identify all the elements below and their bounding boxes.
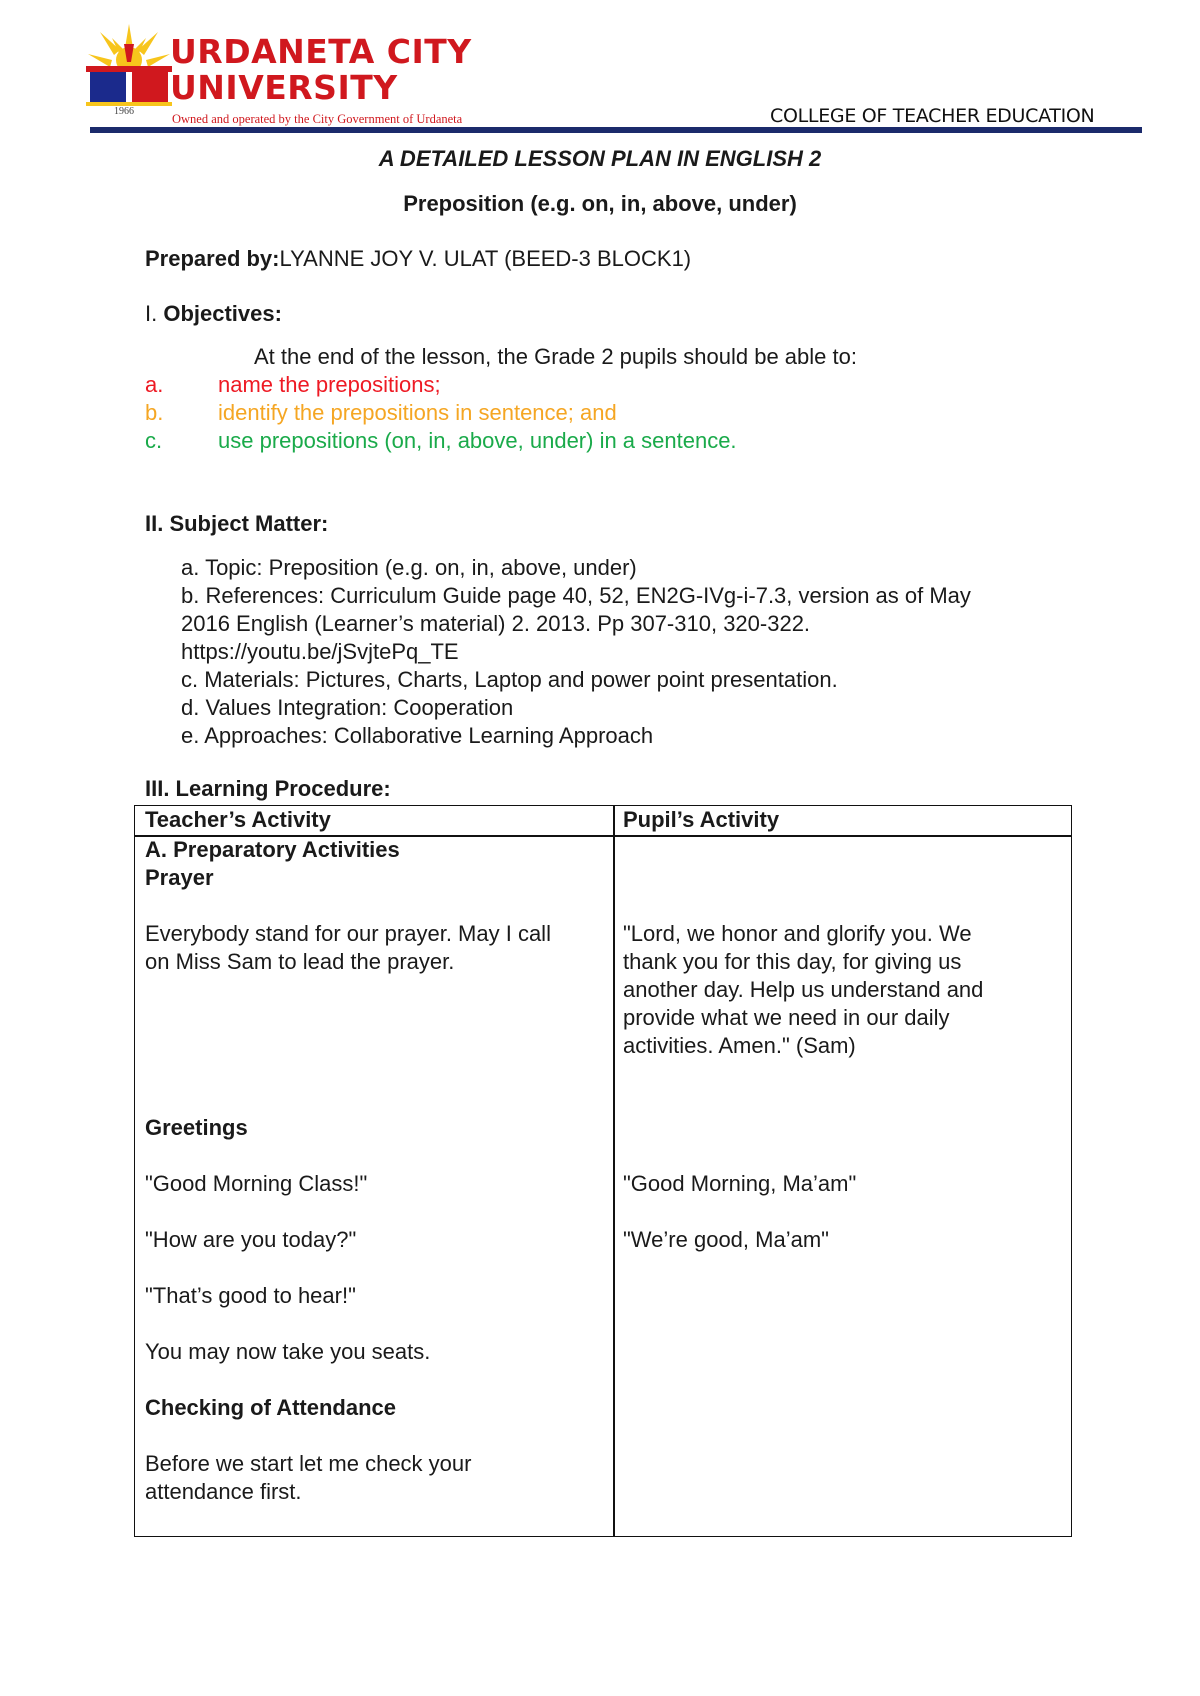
- objective-letter: c.: [145, 428, 163, 453]
- teacher-line: "How are you today?": [145, 1227, 357, 1252]
- teacher-line: You may now take you seats.: [145, 1339, 431, 1364]
- teacher-line: attendance first.: [145, 1479, 302, 1504]
- objectives-heading: [145, 300, 282, 328]
- header-divider: [90, 127, 1142, 133]
- prepared-by-label: Prepared by:: [145, 246, 280, 271]
- university-name-line1: URDANETA CITY: [170, 32, 472, 71]
- procedure-table: [134, 805, 1072, 1537]
- pupil-line: "We’re good, Ma’am": [623, 1227, 829, 1252]
- university-name: [170, 34, 472, 106]
- section-subheading: Checking of Attendance: [145, 1395, 396, 1420]
- subject-line: d. Values Integration: Cooperation: [181, 695, 514, 720]
- column-header-teacher: Teacher’s Activity: [145, 807, 331, 832]
- reference-link[interactable]: https://youtu.be/jSvjtePq_TE: [181, 639, 459, 664]
- university-name-line2: UNIVERSITY: [170, 68, 398, 107]
- objectives-heading-text: Objectives:: [163, 301, 282, 326]
- pupil-line: "Good Morning, Ma’am": [623, 1171, 857, 1196]
- pupil-line: provide what we need in our daily: [623, 1005, 950, 1030]
- procedure-heading: III. Learning Procedure:: [145, 776, 391, 801]
- teacher-line: on Miss Sam to lead the prayer.: [145, 949, 455, 974]
- pupil-line: "Lord, we honor and glorify you. We: [623, 921, 972, 946]
- column-header-pupil: Pupil’s Activity: [623, 807, 780, 832]
- section-subheading: Prayer: [145, 865, 214, 890]
- objective-letter: a.: [145, 372, 164, 397]
- subject-line: 2016 English (Learner’s material) 2. 2013. Pp 307-310, 320-322.: [181, 611, 811, 636]
- founding-year: 1966: [114, 106, 134, 117]
- section-subheading: Greetings: [145, 1115, 248, 1140]
- college-name: COLLEGE OF TEACHER EDUCATION: [770, 105, 1095, 127]
- university-logo-icon: [84, 22, 174, 114]
- objectives-heading-number: I.: [145, 301, 164, 326]
- pupil-line: another day. Help us understand and: [623, 977, 984, 1002]
- prepared-by-value: LYANNE JOY V. ULAT (BEED-3 BLOCK1): [279, 246, 692, 271]
- subject-matter-heading: II. Subject Matter:: [145, 511, 329, 536]
- owned-by-text: Owned and operated by the City Government of Urdaneta: [172, 112, 463, 126]
- teacher-line: Before we start let me check your: [145, 1451, 472, 1476]
- section-heading: A. Preparatory Activities: [145, 837, 400, 862]
- prepared-by: [145, 245, 691, 273]
- document-title: A DETAILED LESSON PLAN IN ENGLISH 2: [378, 146, 822, 171]
- subject-line: b. References: Curriculum Guide page 40, 52, EN2G-IVg-i-7.3, version as of May: [181, 583, 971, 608]
- objective-text: use prepositions (on, in, above, under) in a sentence.: [218, 428, 737, 453]
- subject-line: e. Approaches: Collaborative Learning Approach: [181, 723, 654, 748]
- subject-line: a. Topic: Preposition (e.g. on, in, above, under): [181, 555, 637, 580]
- teacher-line: "Good Morning Class!": [145, 1171, 368, 1196]
- pupil-line: thank you for this day, for giving us: [623, 949, 962, 974]
- teacher-line: Everybody stand for our prayer. May I call: [145, 921, 551, 946]
- objectives-intro: At the end of the lesson, the Grade 2 pupils should be able to:: [254, 344, 857, 369]
- subject-line: c. Materials: Pictures, Charts, Laptop and power point presentation.: [181, 667, 838, 692]
- objective-text: identify the prepositions in sentence; and: [218, 400, 617, 425]
- document-subtitle: Preposition (e.g. on, in, above, under): [403, 191, 797, 216]
- objective-letter: b.: [145, 400, 164, 425]
- table-column-divider: [613, 806, 615, 1536]
- pupil-line: activities. Amen." (Sam): [623, 1033, 856, 1058]
- teacher-line: "That’s good to hear!": [145, 1283, 356, 1308]
- objective-text: name the prepositions;: [218, 372, 441, 397]
